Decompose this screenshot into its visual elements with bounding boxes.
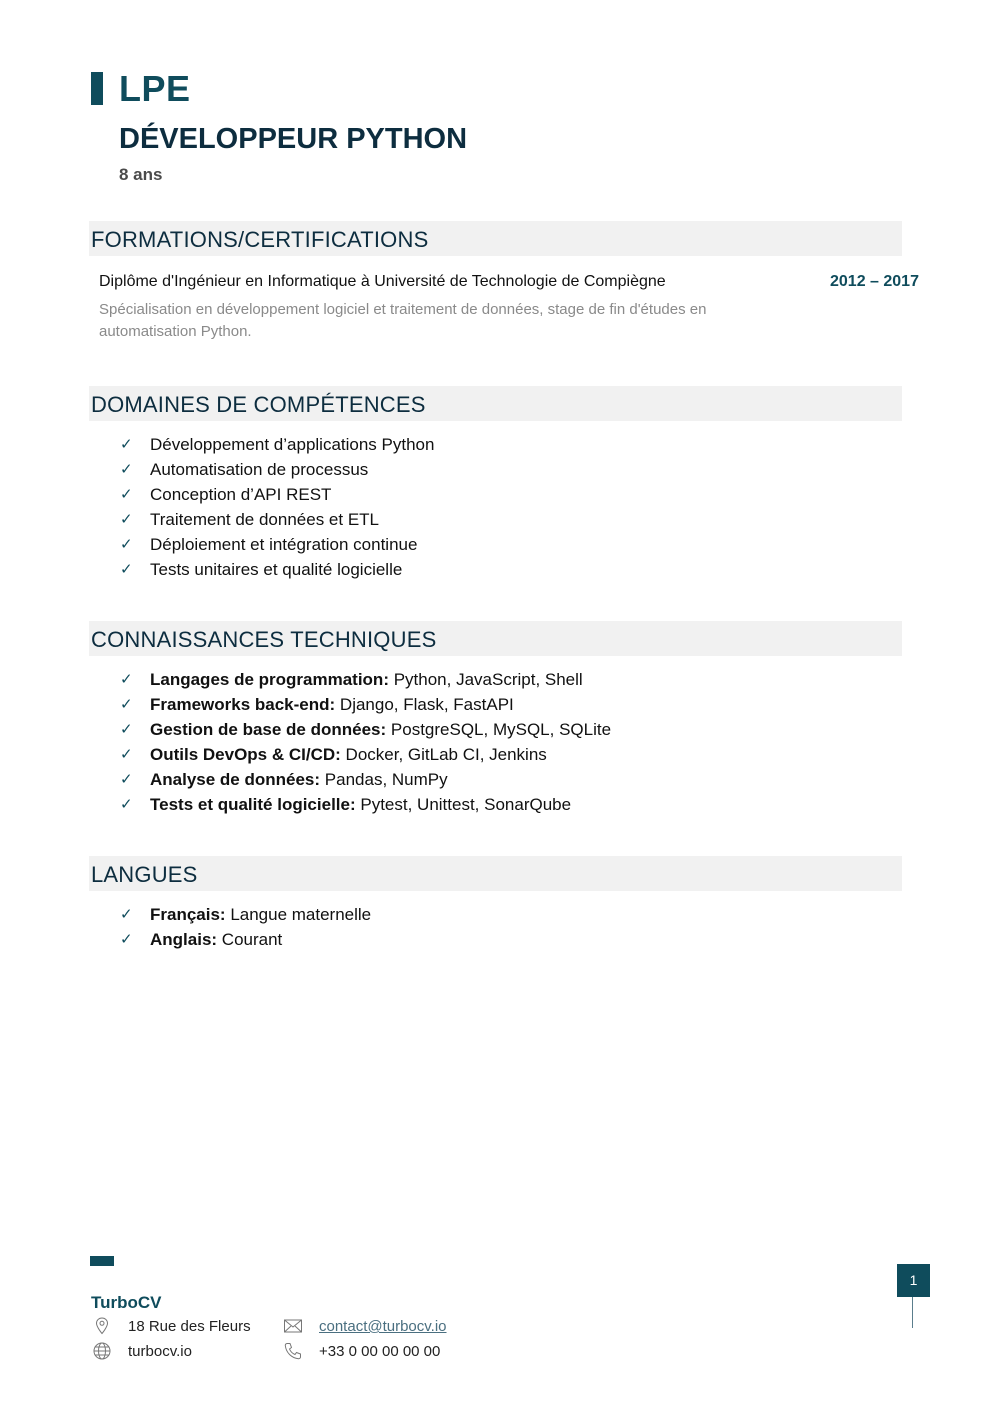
- check-icon: ✓: [120, 796, 133, 813]
- section-heading-education: FORMATIONS/CERTIFICATIONS: [89, 221, 902, 256]
- footer-accent-bar: [90, 1256, 114, 1266]
- footer-email-link[interactable]: contact@turbocv.io: [319, 1318, 447, 1335]
- check-icon: ✓: [120, 696, 133, 713]
- list-item: ✓ Conception d’API REST: [120, 482, 434, 507]
- experience-years: 8 ans: [119, 165, 163, 184]
- check-icon: ✓: [120, 561, 133, 578]
- check-icon: ✓: [120, 931, 133, 948]
- list-item: ✓ Traitement de données et ETL: [120, 507, 434, 532]
- languages-list: [120, 902, 371, 952]
- check-icon: ✓: [120, 746, 133, 763]
- page-number: 1: [897, 1264, 930, 1297]
- section-heading-technical: CONNAISSANCES TECHNIQUES: [89, 621, 902, 656]
- list-item: ✓ Langages de programmation: Python, JavaScript, Shell: [120, 667, 611, 692]
- footer-phone: +33 0 00 00 00 00: [319, 1343, 441, 1360]
- envelope-icon: [283, 1316, 303, 1336]
- phone-icon: [283, 1341, 303, 1361]
- check-icon: ✓: [120, 436, 133, 453]
- list-item: ✓ Anglais: Courant: [120, 927, 371, 952]
- check-icon: ✓: [120, 671, 133, 688]
- check-icon: ✓: [120, 771, 133, 788]
- education-dates: 2012 – 2017: [830, 273, 919, 290]
- section-heading-languages: LANGUES: [89, 856, 902, 891]
- list-item: ✓ Gestion de base de données: PostgreSQL, MySQL, SQLite: [120, 717, 611, 742]
- skills-list: [120, 432, 434, 582]
- list-item: ✓ Analyse de données: Pandas, NumPy: [120, 767, 611, 792]
- list-item: ✓ Tests et qualité logicielle: Pytest, Unittest, SonarQube: [120, 792, 611, 817]
- location-pin-icon: [92, 1316, 112, 1336]
- list-item: ✓ Déploiement et intégration continue: [120, 532, 434, 557]
- education-title: Diplôme d'Ingénieur en Informatique à Université de Technologie de Compiègne: [99, 273, 666, 290]
- globe-icon: [92, 1341, 112, 1361]
- footer-address: 18 Rue des Fleurs: [128, 1318, 251, 1335]
- name-accent-bar: [91, 72, 103, 105]
- page-number-line: [912, 1297, 913, 1328]
- section-heading-skills: DOMAINES DE COMPÉTENCES: [89, 386, 902, 421]
- check-icon: ✓: [120, 721, 133, 738]
- check-icon: ✓: [120, 906, 133, 923]
- list-item: ✓ Tests unitaires et qualité logicielle: [120, 557, 434, 582]
- footer-website[interactable]: turbocv.io: [128, 1343, 192, 1360]
- list-item: ✓ Automatisation de processus: [120, 457, 434, 482]
- technical-list: [120, 667, 611, 817]
- list-item: ✓ Développement d’applications Python: [120, 432, 434, 457]
- list-item: ✓ Frameworks back-end: Django, Flask, FastAPI: [120, 692, 611, 717]
- check-icon: ✓: [120, 536, 133, 553]
- list-item: ✓ Français: Langue maternelle: [120, 902, 371, 927]
- check-icon: ✓: [120, 486, 133, 503]
- check-icon: ✓: [120, 511, 133, 528]
- job-title: DÉVELOPPEUR PYTHON: [119, 123, 468, 155]
- list-item: ✓ Outils DevOps & CI/CD: Docker, GitLab CI, Jenkins: [120, 742, 611, 767]
- check-icon: ✓: [120, 461, 133, 478]
- footer-brand: TurboCV: [91, 1293, 162, 1312]
- candidate-name: LPE: [119, 68, 191, 109]
- education-description: Spécialisation en développement logiciel et traitement de données, stage de fin d'études en automatisation Python.: [99, 301, 707, 340]
